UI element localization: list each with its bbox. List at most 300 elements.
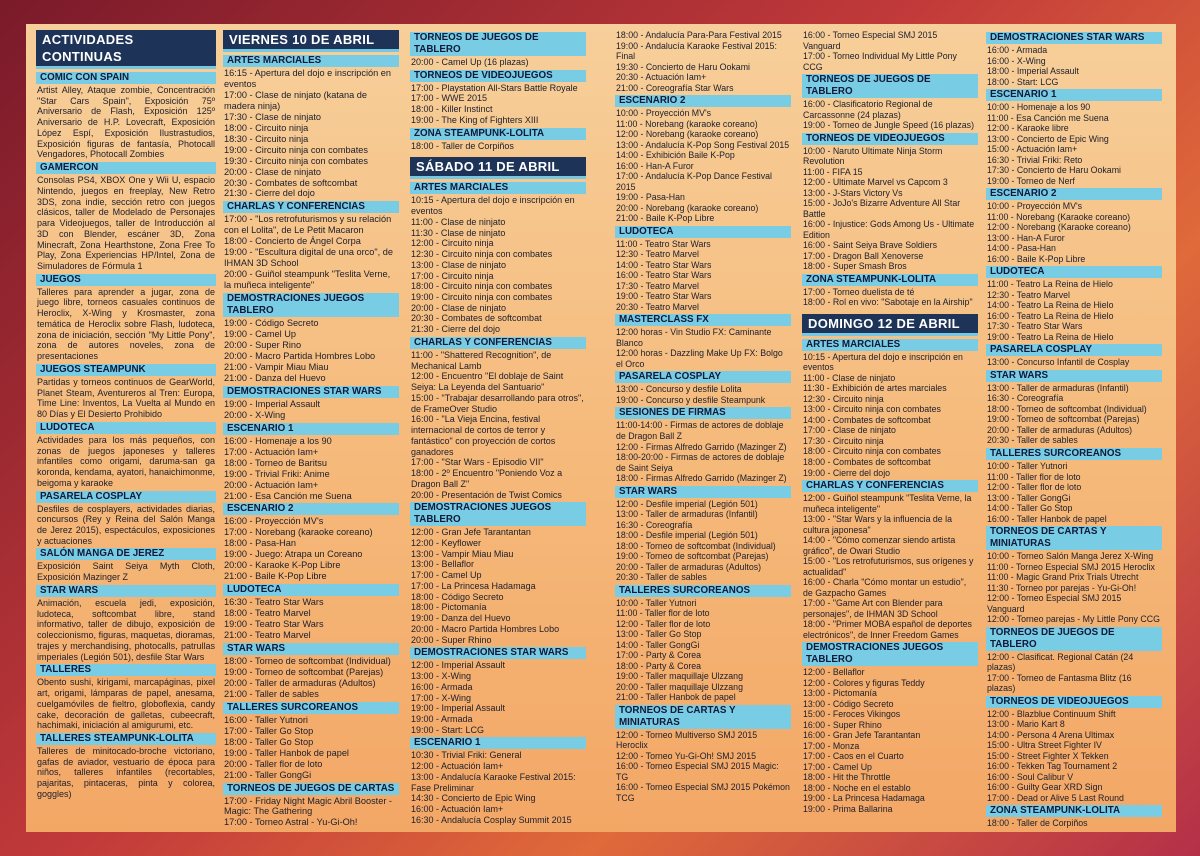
section-header: TORNEOS DE CARTAS Y MINIATURAS [986, 526, 1162, 550]
schedule-item: 12:00 - Torneo Yu-Gi-Oh! SMJ 2015 [616, 750, 757, 761]
schedule-item: 13:00 - Vampir Miau Miau [411, 548, 514, 559]
schedule-item: 10:30 - Trivial Friki: General [411, 750, 522, 761]
schedule-item: 19:00 - Torneo de Jungle Speed (16 plazas) [803, 120, 975, 131]
day-header: ACTIVIDADES CONTINUAS [36, 30, 216, 69]
section-header: TORNEOS DE VIDEOJUEGOS [410, 70, 586, 82]
schedule-item: 21:00 - Baile K-Pop Libre [616, 213, 715, 224]
schedule-item: 12:00 - Guiñol steampunk "Teslita Verne, la muñeca inteligente" [803, 493, 972, 514]
schedule-item: 12:00 - Firmas Alfredo Garrido (Mazinger Z) [616, 441, 787, 452]
schedule-item: 12:00 - Torneo parejas - My Little Pony CCG [987, 614, 1160, 625]
section-header: SALÓN MANGA DE JEREZ [36, 548, 216, 560]
schedule-item: 18:00 - Party & Corea [616, 660, 702, 671]
schedule-item: 21:00 - Taller GongGi [224, 769, 312, 780]
schedule-item: 17:00 - La Princesa Hadamaga [411, 580, 536, 591]
schedule-item: 18:00 - Taller de Corpiños [411, 140, 514, 151]
section-header: JUEGOS STEAMPUNK [36, 364, 216, 376]
section-description: Animación, escuela jedi, exposición, ludoteca, softcombat libre, stand informativo, taller de dibujo, exposición de coleccionismo, figuras, maquetas, dioramas, trajes y merchandising, photocalls, patrullas imperiales (Legión 501), desfile Star Wars [37, 597, 215, 662]
schedule-item: 20:00 - Karaoke K-Pop Libre [224, 560, 341, 571]
schedule-item: 11:00 - Esa Canción me Suena [987, 112, 1109, 123]
schedule-item: 11:00 - Magic Grand Prix Trials Utrecht [987, 572, 1139, 583]
schedule-item: 19:00 - Camel Up [224, 329, 297, 340]
schedule-item: 17:00 - Caos en el Cuarto [803, 751, 904, 762]
schedule-item: 17:00 - Dead or Alive 5 Last Round [987, 792, 1124, 803]
schedule-item: 18:00 - Combates de softcombat [803, 456, 931, 467]
section-header: PASARELA COSPLAY [986, 344, 1162, 356]
schedule-item: 20:00 - Clase de ninjato [411, 302, 507, 313]
schedule-item: 21:00 - Coreografía Star Wars [616, 82, 734, 93]
section-header: ESCENARIO 2 [986, 188, 1162, 200]
schedule-item: 19:00 - Imperial Assault [411, 703, 506, 714]
schedule-item: 12:00 - Taller flor de loto [987, 482, 1082, 493]
program-sheet [26, 24, 1176, 832]
schedule-item: 18:30 - Circuito ninja [224, 133, 309, 144]
schedule-item: 12:00 - Ultimate Marvel vs Capcom 3 [803, 177, 948, 188]
schedule-item: 17:00 - Party & Corea [616, 650, 702, 661]
schedule-item: 18:00 - Pasa-Han [224, 538, 297, 549]
schedule-item: 16:00 - Taller Hanbok de papel [987, 513, 1107, 524]
schedule-item: 16:00 - Tekken Tag Tournament 2 [987, 761, 1118, 772]
schedule-item: 17:00 - Camel Up [411, 570, 482, 581]
schedule-item: 11:00 - Teatro La Reina de Hielo [987, 279, 1113, 290]
schedule-item: 16:00 - Torneo Especial SMJ 2015 Pokémon TCG [616, 782, 790, 803]
schedule-item: 14:00 - Teatro Star Wars [616, 259, 712, 270]
schedule-item: 16:00 - Guilty Gear XRD Sign [987, 782, 1103, 793]
schedule-item: 12:00 - Bellaflor [803, 667, 865, 678]
section-header: ZONA STEAMPUNK-LOLITA [802, 274, 978, 286]
section-header: STAR WARS [615, 486, 791, 498]
schedule-item: 17:30 - Teatro Marvel [616, 280, 699, 291]
schedule-item: 19:00 - Armada [411, 713, 473, 724]
schedule-item: 17:00 - Norebang (karaoke coreano) [224, 527, 373, 538]
schedule-item: 16:00 - Teatro La Reina de Hielo [987, 310, 1114, 321]
schedule-item: 13:00 - "Star Wars y la influencia de la cultura japonesa" [803, 514, 952, 535]
schedule-item: 13:00 - Andalucía K-Pop Song Festival 2015 [616, 139, 790, 150]
section-header: SESIONES DE FIRMAS [615, 407, 791, 419]
section-header: ESCENARIO 1 [410, 737, 586, 749]
schedule-item: 13:00 - X-Wing [411, 671, 472, 682]
schedule-item: 15:00 - Ultra Street Fighter IV [987, 740, 1102, 751]
schedule-item: 19:00 - Imperial Assault [224, 398, 321, 409]
schedule-item: 18:00 - Noche en el establo [803, 782, 911, 793]
schedule-item: 18:00 - Andalucía Para-Para Festival 2015 [616, 30, 782, 40]
schedule-item: 16:00 - Actuación Iam+ [411, 804, 504, 815]
schedule-item: 10:15 - Apertura del dojo e inscripción en eventos [803, 351, 963, 373]
schedule-item: 18:00 - Circuito ninja con combates [411, 281, 553, 292]
column-friday [223, 30, 399, 828]
schedule-item: 12:00 - Blazblue Continuum Shift [987, 708, 1116, 719]
schedule-item: 18:00 - Hit the Throttle [803, 772, 891, 783]
schedule-item: 20:00 - Taller maquillaje Ulzzang [616, 681, 743, 692]
schedule-item: 20:00 - Camel Up (16 plazas) [411, 57, 529, 67]
schedule-item: 19:30 - Concierto de Haru Ookami [616, 61, 750, 72]
schedule-item: 16:00 - Soul Calibur V [987, 771, 1074, 782]
schedule-item: 12:00 - Encuentro "El doblaje de Saint Seiya: La Leyenda del Santuario" [411, 371, 564, 393]
schedule-item: 16:30 - Andalucía Cosplay Summit 2015 [411, 814, 572, 825]
schedule-item: 14:00 - "Cómo comenzar siendo artista gráfico", de Owari Studio [803, 535, 956, 556]
schedule-item: 19:00 - Torneo de softcombat (Parejas) [224, 666, 384, 677]
schedule-item: 15:00 - JoJo's Bizarre Adventure All Star Battle [803, 198, 961, 219]
schedule-item: 12:30 - Circuito ninja [803, 393, 884, 404]
schedule-item: 19:00 - Juego: Atrapa un Coreano [224, 549, 363, 560]
schedule-item: 11:00 - Norebang (karaoke coreano) [616, 118, 758, 129]
schedule-item: 17:00 - Clase de ninjato (katana de madera ninja) [224, 89, 368, 111]
schedule-item: 13:00 - Mario Kart 8 [987, 719, 1065, 730]
schedule-item: 21:00 - Esa Canción me Suena [224, 490, 352, 501]
schedule-item: 16:00 - Armada [411, 681, 473, 692]
section-header: ZONA STEAMPUNK-LOLITA [410, 128, 586, 140]
schedule-item: 10:15 - Apertura del dojo e inscripción en eventos [411, 195, 575, 217]
schedule-item: 18:00 - Concierto de Ángel Corpa [224, 236, 361, 247]
schedule-item: 16:30 - Coreografía [616, 519, 693, 530]
schedule-item: 15:00 - Actuación Iam+ [987, 144, 1078, 155]
section-description: Talleres de minitocado-broche victoriano, gafas de aviador, vestuario de época para niños, talleres infantiles (recortables, pajaritas, pintaceras, pinta y colorea, goggles) [37, 745, 215, 799]
schedule-item: 12:00 - Torneo Multiverso SMJ 2015 Heroclix [616, 729, 758, 751]
schedule-item: 19:00 - Circuito ninja con combates [411, 292, 553, 303]
section-header: DEMOSTRACIONES STAR WARS [223, 386, 399, 398]
schedule-item: 16:00 - Gran Jefe Tarantantan [803, 730, 921, 741]
schedule-item: 20:00 - Super Rhino [411, 634, 492, 645]
schedule-item: 21:00 - Taller Hanbok de papel [616, 692, 736, 703]
section-header: TORNEOS DE VIDEOJUEGOS [802, 133, 978, 145]
schedule-item: 19:00 - Prima Ballarina [803, 803, 893, 814]
schedule-item: 12:00 - Torneo Especial SMJ 2015 Vanguard [987, 593, 1122, 614]
schedule-item: 12:00 - Keyflower [411, 537, 482, 548]
schedule-item: 19:00 - Trivial Friki: Anime [224, 468, 330, 479]
section-header: TALLERES [36, 664, 216, 676]
section-header: STAR WARS [223, 643, 399, 655]
section-description: Obento sushi, kirigami, marcapáginas, pixel art, origami, lámparas de papel, anesama, cuelgamóviles de fieltro, globoflexia, candy cake, decoración de galletas, cubeecraft, hachimaki, iniciación al amigurumi, etc. [37, 677, 215, 731]
schedule-item: 12:00 - Clasificat. Regional Catán (24 plazas) [987, 651, 1134, 673]
section-description: Consolas PS4, XBOX One y Wii U, espacio Nintendo, juegos en freeplay, New Retro 3DS, zona indie, sección retro con juegos clásicos, taller de Modelado de Personajes para Videojuegos, taller de Introducción al 3D con Blender, escáner 3D, Zona Minecraft, Zona Hearthstone, Zona Free To Play, Zona Experiencias HP/Intel, Zona de Simuladores de Fórmula 1 [37, 175, 215, 272]
schedule-item: 19:00 - Start: LCG [411, 724, 485, 735]
schedule-item: 13:00 - Taller GongGi [987, 492, 1071, 503]
section-header: DEMOSTRACIONES JUEGOS TABLERO [223, 293, 399, 317]
schedule-item: 13:00 - Concurso y desfile Lolita [616, 384, 742, 395]
schedule-item: 20:00 - X-Wing [224, 409, 286, 420]
schedule-item: 17:30 - Teatro Star Wars [987, 321, 1083, 332]
schedule-item: 17:00 - Andalucía K-Pop Dance Festival 2015 [616, 171, 772, 192]
schedule-item: 21:00 - Baile K-Pop Libre [224, 571, 327, 582]
schedule-item: 20:00 - Norebang (karaoke coreano) [616, 202, 759, 213]
schedule-item: 21:00 - Vampir Miau Miau [224, 361, 329, 372]
schedule-item: 20:00 - Macro Partida Hombres Lobo [224, 350, 376, 361]
schedule-item: 13:00 - Han-A Furor [987, 232, 1065, 243]
section-header: JUEGOS [36, 274, 216, 286]
schedule-item: 21:00 - Danza del Huevo [224, 372, 326, 383]
schedule-item: 20:00 - Taller de armaduras (Adultos) [616, 561, 762, 572]
schedule-item: 21:30 - Cierre del dojo [411, 324, 501, 335]
schedule-item: 15:00 - "Los retrofuturismos, sus orígenes y actualidad" [803, 556, 974, 577]
schedule-item: 16:00 - Armada [987, 45, 1048, 55]
schedule-item: 18:00 - Taller de Corpiños [987, 818, 1088, 829]
schedule-item: 11:00 - Clase de ninjato [803, 372, 896, 383]
schedule-item: 10:00 - Taller Yutnori [616, 597, 697, 608]
schedule-item: 16:00 - Teatro Star Wars [616, 270, 712, 281]
schedule-item: 20:30 - Combates de softcombat [411, 313, 542, 324]
schedule-item: 18:00 - Super Smash Bros [803, 261, 907, 272]
schedule-item: 16:00 - Han-A Furor [616, 160, 694, 171]
schedule-item: 12:00 - Desfile imperial (Legión 501) [616, 498, 758, 509]
section-header: ESCENARIO 1 [986, 89, 1162, 101]
schedule-item: 16:00 - Homenaje a los 90 [224, 435, 332, 446]
section-header: LUDOTECA [223, 584, 399, 596]
schedule-item: 17:00 - "Star Wars - Episodio VII" [411, 457, 544, 468]
schedule-item: 18:00 - Taller Go Stop [224, 736, 314, 747]
schedule-item: 14:00 - Teatro La Reina de Hielo [987, 300, 1114, 311]
schedule-item: 18:00 - Circuito ninja con combates [803, 446, 941, 457]
section-header: ZONA STEAMPUNK-LOLITA [986, 805, 1162, 817]
schedule-item: 16:00 - Charla "Cómo montar un estudio", de Gazpacho Games [803, 577, 967, 598]
section-description: Partidas y torneos continuos de GearWorld, Planet Steam, Aventureros al Tren: Europa, Time Line: Inventos, La Vuelta al Mundo en 80 Días y El Desierto Prohibido [37, 376, 215, 420]
schedule-item: 20:00 - Guiñol steampunk "Teslita Verne, la muñeca inteligente" [224, 269, 391, 291]
schedule-item: 16:30 - Trivial Friki: Reto [987, 154, 1083, 165]
section-header: CHARLAS Y CONFERENCIAS [410, 337, 586, 349]
schedule-item: 18:00 - "Primer MOBA español de deportes electrónicos", de Inner Freedom Games [803, 619, 972, 640]
schedule-item: 20:00 - Macro Partida Hombres Lobo [411, 623, 560, 634]
schedule-item: 18:00 - Pictomanía [411, 602, 487, 613]
schedule-item: 16:30 - Coreografía [987, 393, 1064, 404]
section-header: TORNEOS DE JUEGOS DE TABLERO [410, 32, 586, 56]
section-header: LUDOTECA [615, 226, 791, 238]
schedule-item: 12:00 horas - Dazzling Make Up FX: Bolgo el Orco [616, 348, 783, 369]
schedule-item: 18:00 - Circuito ninja [224, 122, 309, 133]
schedule-item: 18:00 - Imperial Assault [987, 66, 1079, 77]
schedule-item: 17:00 - Torneo Astral - Yu-Gi-Oh! [224, 817, 358, 828]
schedule-item: 13:00 - Concurso Infantil de Cosplay [987, 357, 1130, 368]
schedule-item: 16:15 - Apertura del dojo e inscripción en eventos [224, 68, 392, 89]
schedule-item: 14:30 - Concierto de Epic Wing [411, 793, 536, 804]
schedule-item: 21:00 - Taller de sables [224, 688, 319, 699]
schedule-item: 17:00 - "Los retrofuturismos y su relación con el Lolita", de Le Petit Macaron [224, 214, 392, 236]
schedule-item: 17:30 - Circuito ninja [803, 435, 884, 446]
schedule-item: 18:00 - Torneo de Baritsu [224, 457, 327, 468]
schedule-item: 18:00 - Start: LCG [987, 76, 1059, 87]
section-header: STAR WARS [986, 370, 1162, 382]
schedule-item: 19:00 - Taller Hanbok de papel [224, 747, 349, 758]
schedule-item: 17:00 - Friday Night Magic Abril Booster - Magic: The Gathering [224, 795, 392, 817]
schedule-item: 19:00 - Torneo de softcombat (Parejas) [616, 551, 769, 562]
schedule-item: 19:00 - Taller maquillaje Ulzzang [616, 671, 743, 682]
schedule-item: 10:00 - Proyección MV's [616, 108, 712, 119]
schedule-item: 14:00 - Combates de softcombat [803, 414, 931, 425]
schedule-item: 11:30 - Clase de ninjato [411, 227, 506, 238]
schedule-item: 13:00 - Bellaflor [411, 559, 475, 570]
section-header: TALLERES SURCOREANOS [986, 448, 1162, 460]
schedule-item: 12:30 - Circuito ninja con combates [411, 249, 553, 260]
schedule-item: 10:00 - Torneo Salón Manga Jerez X-Wing [987, 551, 1154, 562]
schedule-item: 13:00 - Circuito ninja con combates [803, 404, 941, 415]
schedule-item: 11:00 - Taller flor de loto [616, 608, 710, 619]
schedule-item: 17:00 - X-Wing [411, 692, 472, 703]
schedule-item: 21:00 - Teatro Marvel [224, 630, 311, 641]
schedule-item: 13:00 - Andalucía Karaoke Festival 2015: Fase Preliminar [411, 771, 576, 793]
schedule-item: 18:00 - Rol en vivo: "Sabotaje en la Airship" [803, 297, 973, 308]
schedule-item: 15:00 - "Trabajar desarrollando para otros", de FrameOver Studio [411, 392, 584, 414]
schedule-item: 13:00 - Clase de ninjato [411, 259, 507, 270]
column-sunday-b [986, 30, 1162, 829]
schedule-item: 18:00 - Killer Instinct [411, 104, 493, 115]
section-header: TORNEOS DE CARTAS Y MINIATURAS [615, 705, 791, 729]
schedule-item: 19:00 - Torneo de softcombat (Parejas) [987, 414, 1140, 425]
schedule-item: 18:00 - Torneo de softcombat (Individual) [224, 655, 391, 666]
column-saturday-b [615, 30, 791, 803]
schedule-item: 14:00 - Exhibición Baile K-Pop [616, 150, 735, 161]
schedule-item: 11:00 - Teatro Star Wars [616, 238, 711, 249]
section-header: ESCENARIO 1 [223, 423, 399, 435]
schedule-item: 10:00 - Proyección MV's [987, 201, 1083, 212]
section-header: ARTES MARCIALES [802, 339, 978, 351]
schedule-item: 17:00 - Torneo de Fantasma Blitz (16 plazas) [987, 672, 1132, 694]
section-header: TORNEOS DE VIDEOJUEGOS [986, 696, 1162, 708]
schedule-item: 17:00 - "Game Art con Blender para personajes", de IHMAN 3D School [803, 598, 943, 619]
schedule-item: 12:00 - Norebang (karaoke coreano) [616, 129, 759, 140]
schedule-item: 18:00 - Firmas Alfredo Garrido (Mazinger Z) [616, 473, 787, 484]
schedule-item: 17:00 - Taller Go Stop [224, 725, 314, 736]
section-description: Talleres para aprender a jugar, zona de juego libre, torneos casuales continuos de Heroclix, X-Wing y Krosmaster, zona temática de Heroclix sobre Flash, ludoteca, zona de iniciación, sección "My Little Pony", zona de autores noveles, zona de presentaciones [37, 286, 215, 362]
schedule-item: 20:30 - Teatro Marvel [616, 301, 699, 312]
schedule-item: 15:00 - Feroces Vikingos [803, 709, 901, 720]
section-header: TORNEOS DE JUEGOS DE CARTAS [223, 783, 399, 795]
day-header: VIERNES 10 DE ABRIL [223, 30, 399, 52]
schedule-item: 15:00 - Street Fighter X Tekken [987, 750, 1109, 761]
schedule-item: 12:00 - Circuito ninja [411, 238, 494, 249]
schedule-item: 12:00 - Taller flor de loto [616, 618, 711, 629]
schedule-item: 16:00 - Proyección MV's [224, 516, 324, 527]
schedule-item: 16:00 - "La Vieja Encina, festival internacional de cortos de terror y fantástico" con proyección de cortos ganadores [411, 414, 556, 457]
section-header: DEMOSTRACIONES STAR WARS [410, 647, 586, 659]
schedule-item: 12:30 - Teatro Marvel [616, 249, 699, 260]
schedule-item: 12:00 - Karaoke libre [987, 123, 1069, 134]
schedule-item: 19:00 - Teatro Star Wars [616, 291, 712, 302]
schedule-item: 17:00 - Torneo Individual My Little Pony CCG [803, 51, 957, 72]
section-header: TALLERES SURCOREANOS [223, 702, 399, 714]
schedule-item: 20:00 - Presentación de Twist Comics [411, 489, 562, 500]
section-header: CHARLAS Y CONFERENCIAS [223, 201, 399, 213]
schedule-item: 19:00 - Concurso y desfile Steampunk [616, 394, 766, 405]
schedule-item: 17:00 - Torneo duelista de té [803, 286, 915, 297]
schedule-item: 20:00 - Taller de armaduras (Adultos) [224, 677, 376, 688]
schedule-item: 19:00 - The King of Fighters XIII [411, 114, 539, 125]
section-header: GAMERCON [36, 162, 216, 174]
schedule-item: 17:00 - Monza [803, 740, 860, 751]
schedule-item: 20:30 - Taller de sables [616, 572, 707, 583]
schedule-item: 12:00 horas - Vin Studio FX: Caminante Blanco [616, 327, 772, 348]
schedule-item: 10:00 - Taller Yutnori [987, 460, 1068, 471]
section-description: Artist Alley, Ataque zombie, Concentración "Star Cars Spain", Exposición 75º Aniversario de Flash, Exposición 125º Aniversario de H.P. Lovecraft, Exposición López Espí, Exposición Ilustrastudios, Exposición figuras de fantasía, Photocall Vengadores, Photocall Zombies [37, 85, 215, 160]
section-header: ARTES MARCIALES [410, 182, 586, 194]
schedule-item: 19:00 - Pasa-Han [616, 192, 685, 203]
section-header: PASARELA COSPLAY [615, 371, 791, 383]
schedule-item: 14:00 - Pasa-Han [987, 243, 1056, 254]
section-description: Exposición Saint Seiya Myth Cloth, Exposición Mazinger Z [37, 561, 215, 583]
schedule-item: 19:00 - Teatro Star Wars [224, 619, 324, 630]
schedule-item: 18:00 - Torneo de softcombat (Individual) [987, 403, 1147, 414]
schedule-item: 20:30 - Combates de softcombat [224, 177, 358, 188]
schedule-item: 12:00 - Actuación Iam+ [411, 761, 504, 772]
schedule-item: 18:00 - Teatro Marvel [224, 608, 311, 619]
day-header: DOMINGO 12 DE ABRIL [802, 314, 978, 336]
schedule-item: 19:30 - Circuito ninja con combates [224, 155, 369, 166]
schedule-item: 13:00 - Taller de armaduras (Infantil) [987, 382, 1129, 393]
section-header: COMIC CON SPAIN [36, 72, 216, 84]
schedule-item: 16:00 - Baile K-Pop Libre [987, 253, 1086, 264]
schedule-item: 19:00 - Torneo de Nerf [987, 175, 1075, 186]
section-header: ESCENARIO 2 [615, 95, 791, 107]
schedule-item: 11:00-14:00 - Firmas de actores de doblaje de Dragon Ball Z [616, 420, 784, 441]
schedule-item: 17:00 - Dragon Ball Xenoverse [803, 250, 924, 261]
schedule-item: 19:00 - Teatro La Reina de Hielo [987, 331, 1114, 342]
section-description: Desfiles de cosplayers, actividades diarias, concursos (Rey y Reina del Salón Manga de Jerez 2015), espectáculos, exposiciones y actuaciones [37, 503, 215, 546]
section-header: MASTERCLASS FX [615, 314, 791, 326]
schedule-item: 11:30 - Torneo por parejas - Yu-Gi-Oh! [987, 582, 1137, 593]
section-header: CHARLAS Y CONFERENCIAS [802, 480, 978, 492]
section-header: TORNEOS DE JUEGOS DE TABLERO [986, 627, 1162, 651]
section-description: Actividades para los más pequeños, con zonas de juegos japoneses y talleres infantiles como origami, daruma-san ga koronda, kendama, ayatori, hanaichimonme, beigoma y karaoke [37, 434, 215, 488]
schedule-item: 11:00 - Torneo Especial SMJ 2015 Heroclix [987, 561, 1155, 572]
schedule-item: 19:00 - Cierre del dojo [803, 467, 891, 478]
schedule-item: 14:00 - Persona 4 Arena Ultimax [987, 729, 1115, 740]
schedule-item: 16:00 - Torneo Especial SMJ 2015 Magic: TG [616, 761, 779, 782]
schedule-item: 12:30 - Teatro Marvel [987, 289, 1070, 300]
column-sunday-a [802, 30, 978, 814]
schedule-item: 17:00 - Camel Up [803, 761, 872, 772]
schedule-item: 17:00 - WWE 2015 [411, 93, 488, 104]
schedule-item: 17:30 - Concierto de Haru Ookami [987, 165, 1121, 176]
section-header: TORNEOS DE JUEGOS DE TABLERO [802, 74, 978, 98]
schedule-item: 16:00 - X-Wing [987, 55, 1046, 66]
schedule-item: 17:00 - Circuito ninja [411, 270, 494, 281]
schedule-item: 13:00 - Taller Go Stop [616, 629, 702, 640]
section-header: LUDOTECA [36, 422, 216, 434]
schedule-item: 13:00 - Código Secreto [803, 698, 894, 709]
schedule-item: 19:00 - La Princesa Hadamaga [803, 793, 925, 804]
section-header: TALLERES SURCOREANOS [615, 585, 791, 597]
schedule-item: 16:30 - Teatro Star Wars [224, 597, 324, 608]
schedule-item: 11:00 - Taller flor de loto [987, 471, 1081, 482]
schedule-item: 20:00 - Actuación Iam+ [224, 479, 319, 490]
schedule-item: 16:00 - Injustice: Gods Among Us - Ultimate Edition [803, 219, 975, 240]
day-header: SÁBADO 11 DE ABRIL [410, 157, 586, 179]
schedule-item: 20:00 - Taller de armaduras (Adultos) [987, 424, 1133, 435]
schedule-item: 17:00 - Actuación Iam+ [224, 446, 319, 457]
schedule-item: 19:00 - Danza del Huevo [411, 613, 511, 624]
section-header: ARTES MARCIALES [223, 55, 399, 67]
schedule-item: 18:00 - Código Secreto [411, 591, 504, 602]
schedule-item: 19:00 - "Escultura digital de una orco", de IHMAN 3D School [224, 247, 393, 269]
schedule-item: 20:00 - Clase de ninjato [224, 166, 322, 177]
schedule-item: 19:00 - Código Secreto [224, 318, 319, 329]
schedule-item: 18:00 - Torneo de softcombat (Individual) [616, 540, 776, 551]
schedule-item: 18:00-20:00 - Firmas de actores de doblaje de Saint Seiya [616, 452, 785, 473]
schedule-item: 19:00 - Andalucía Karaoke Festival 2015: Final [616, 40, 777, 62]
schedule-item: 18:00 - 2º Encuentro "Poniendo Voz a Dragon Ball Z" [411, 468, 563, 489]
section-header: STAR WARS [36, 585, 216, 597]
section-header: DEMOSTRACIONES JUEGOS TABLERO [410, 502, 586, 526]
schedule-item: 17:00 - Playstation All-Stars Battle Royale [411, 82, 578, 93]
schedule-item: 17:30 - Clase de ninjato [224, 111, 322, 122]
schedule-item: 14:00 - Taller Go Stop [987, 503, 1073, 514]
schedule-item: 12:00 - Norebang (Karaoke coreano) [987, 222, 1131, 233]
schedule-item: 20:00 - Super Rino [224, 340, 302, 351]
schedule-item: 11:00 - Clase de ninjato [411, 216, 506, 227]
schedule-item: 20:30 - Actuación Iam+ [616, 72, 707, 83]
schedule-item: 13:00 - Pictomanía [803, 688, 877, 699]
schedule-item: 12:00 - Imperial Assault [411, 660, 506, 671]
schedule-item: 16:00 - Torneo Especial SMJ 2015 Vanguard [803, 30, 938, 51]
section-header: TALLERES STEAMPUNK-LOLITA [36, 733, 216, 745]
schedule-item: 20:00 - Taller flor de loto [224, 758, 323, 769]
schedule-item: 13:00 - Taller de armaduras (Infantil) [616, 509, 758, 520]
